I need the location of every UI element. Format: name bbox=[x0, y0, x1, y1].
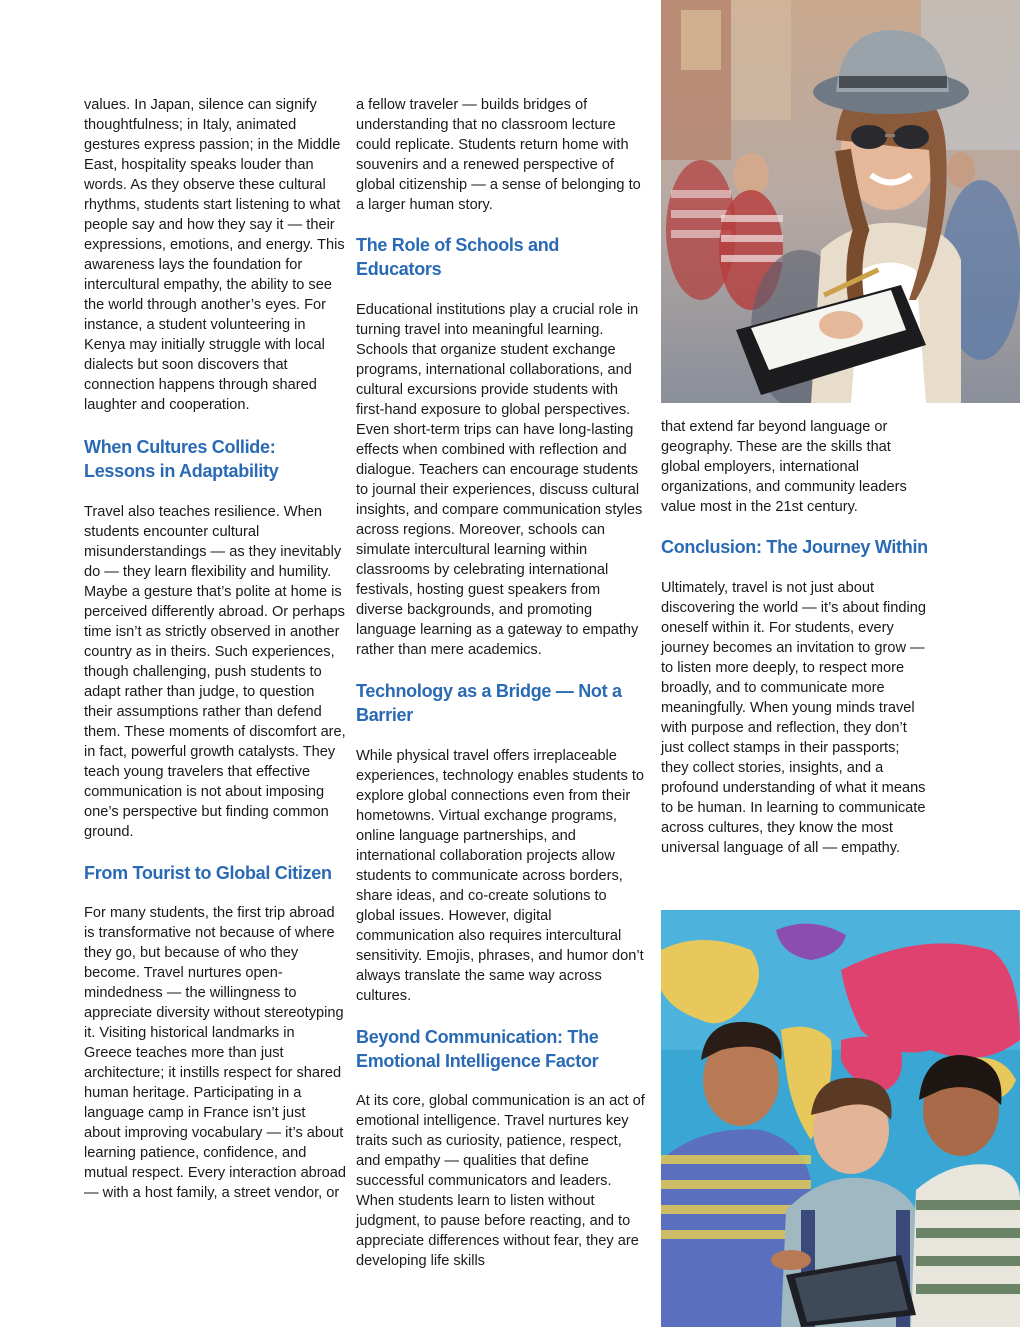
paragraph-technology-bridge: While physical travel offers irreplaceable experiences, technology enables students to explore global connections even from their hometowns. Virtual exchange programs, online language partnerships, and international collaboration projects allow students to communicate across borders, share ideas, and co-create solutions to global issues. However, digital communication also requires intercultural sensitivity. Emojis, phrases, and humor don’t always translate the same way across cultures. bbox=[356, 748, 645, 1004]
students-map-photo bbox=[661, 910, 1020, 1327]
heading-tourist-global-citizen: From Tourist to Global Citizen bbox=[84, 863, 332, 883]
heading-conclusion: Conclusion: The Journey Within bbox=[661, 537, 928, 557]
paragraph-continued: a fellow traveler — builds bridges of understanding that no classroom lecture could replicate. Students return home with souvenirs and a renewed perspective of global citizenship — a sense of belonging to a larger human story. bbox=[356, 97, 641, 213]
paragraph-emotional-intelligence: At its core, global communication is an act of emotional intelligence. Travel nurtures key traits such as curiosity, patience, respect, and empathy — qualities that define successful communicators and leaders. When students learn to listen without judgment, to pause before reacting, and to appreciate differences without fear, they are developing life skills bbox=[356, 1093, 645, 1269]
traveler-photo-illustration bbox=[661, 0, 1020, 403]
heading-schools-educators: The Role of Schools and Educators bbox=[356, 235, 560, 279]
text-column-1 bbox=[84, 95, 346, 1203]
paragraph-tourist-global-citizen: For many students, the first trip abroad is transformative not because of where they go, but because of who they become. Travel nurtures open-mindedness — the willingness to appreciate diversity without stereotyping it. Visiting historical landmarks in Greece teaches more than just architecture; it instills respect for shared human heritage. Participating in a language camp in France isn’t just about improving vocabulary — it’s about learning patience, confidence, and mutual respect. Every interaction abroad — with a host family, a street vendor, or bbox=[84, 905, 347, 1201]
heading-emotional-intelligence: Beyond Communication: The Emotional Intelligence Factor bbox=[356, 1027, 599, 1071]
paragraph-schools-educators: Educational institutions play a crucial role in turning travel into meaningful learning. Schools that organize student exchange programs, international collaborations, and cultural excursions provide students with first-hand exposure to global perspectives. Even short-term trips can have long-lasting effects when combined with reflection and dialogue. Teachers can encourage students to journal their experiences, discuss cultural insights, and compare communication styles across regions. Moreover, schools can simulate intercultural learning within classrooms by celebrating international festivals, hosting guest speakers from diverse backgrounds, and promoting language learning as a gateway to empathy rather than mere academics. bbox=[356, 302, 643, 658]
paragraph-cultures-collide: Travel also teaches resilience. When students encounter cultural misunderstandings — as they inevitably do — they learn flexibility and humility. Maybe a gesture that’s polite at home is perceived differently abroad. Or perhaps time isn’t as strictly observed in another country as in theirs. Such experiences, though challenging, push students to adapt rather than judge, to question their assumptions rather than defend them. These moments of discomfort are, in fact, powerful growth catalysts. They teach young travelers that effective communication is not about imposing one’s perspective but finding common ground. bbox=[84, 504, 346, 840]
heading-cultures-collide: When Cultures Collide: Lessons in Adaptability bbox=[84, 437, 279, 481]
paragraph-conclusion: Ultimately, travel is not just about discovering the world — it’s about finding oneself within it. For students, every journey becomes an invitation to grow — to listen more deeply, to respect more broadly, and to communicate more meaningfully. When young minds travel with purpose and reflection, they don’t just collect stamps in their passports; they collect stories, insights, and a profound understanding of what it means to be human. In learning to communicate across cultures, they know the most universal language of all — empathy. bbox=[661, 580, 926, 856]
paragraph-continued-col3: that extend far beyond language or geography. These are the skills that global employers, international organizations, and community leaders value most in the 21st century. bbox=[661, 419, 907, 515]
students-map-illustration bbox=[661, 910, 1020, 1327]
paragraph-intro: values. In Japan, silence can signify thoughtfulness; in Italy, animated gestures express passion; in the Middle East, hospitality speaks louder than words. As they observe these cultural rhythms, students start listening to what people say and how they say it — their expressions, emotions, and energy. This awareness lays the foundation for intercultural empathy, the ability to see the world through another’s eyes. For instance, a student volunteering in Kenya may initially struggle with local dialects but soon discovers that connection happens through shared laughter and cooperation. bbox=[84, 97, 345, 413]
text-column-2 bbox=[356, 95, 648, 1271]
text-column-3 bbox=[661, 417, 931, 858]
heading-technology-bridge: Technology as a Bridge — Not a Barrier bbox=[356, 681, 622, 725]
traveler-photo bbox=[661, 0, 1020, 403]
